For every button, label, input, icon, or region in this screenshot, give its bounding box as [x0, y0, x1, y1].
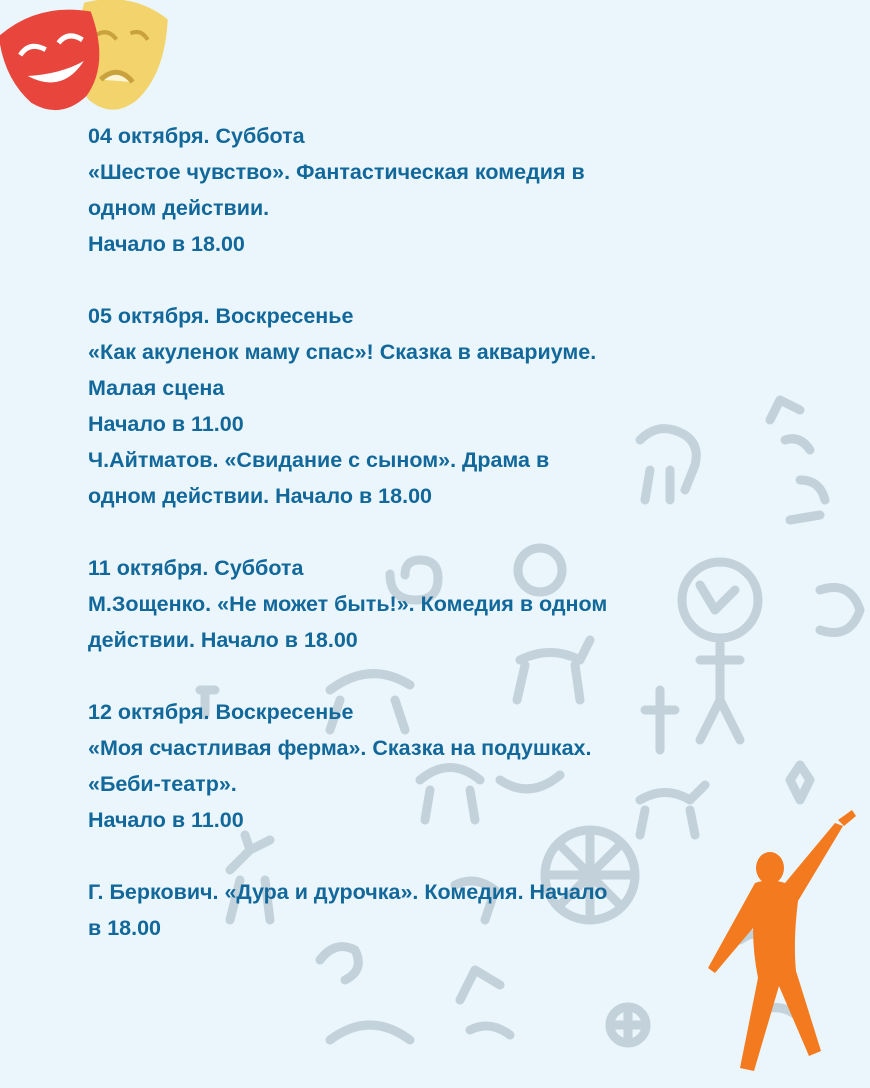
event-schedule — [88, 118, 788, 982]
event-stage: Малая сцена — [88, 376, 225, 400]
event-block-oct-11 — [88, 550, 788, 658]
event-title: «Моя счастливая ферма». Сказка на подушках. — [88, 736, 592, 760]
event-block-oct-04 — [88, 118, 788, 262]
event-date: 12 октября. Воскресенье — [88, 700, 354, 724]
event-title-cont: действии. Начало в 18.00 — [88, 628, 358, 652]
event-title: Г. Беркович. «Дура и дурочка». Комедия. Начало — [88, 880, 608, 904]
event-block-oct-05 — [88, 298, 788, 514]
event-start-time: Начало в 11.00 — [88, 412, 244, 436]
event-date: 04 октября. Суббота — [88, 124, 305, 148]
event-title: Ч.Айтматов. «Свидание с сыном». Драма в — [88, 448, 550, 472]
event-block-berkovich — [88, 874, 788, 946]
theatre-masks-icon — [0, 0, 180, 115]
event-title-cont: одном действии. — [88, 196, 270, 220]
event-date: 11 октября. Суббота — [88, 556, 304, 580]
event-subtitle: «Беби-театр». — [88, 772, 237, 796]
event-title-cont: одном действии. Начало в 18.00 — [88, 484, 432, 508]
event-start-time: в 18.00 — [88, 916, 161, 940]
event-start-time: Начало в 18.00 — [88, 232, 245, 256]
event-title: «Как акуленок маму спас»! Сказка в аквариуме. — [88, 340, 597, 364]
event-date: 05 октября. Воскресенье — [88, 304, 354, 328]
event-title: М.Зощенко. «Не может быть!». Комедия в одном — [88, 592, 608, 616]
event-start-time: Начало в 11.00 — [88, 808, 244, 832]
event-title: «Шестое чувство». Фантастическая комедия в — [88, 160, 585, 184]
event-block-oct-12 — [88, 694, 788, 838]
